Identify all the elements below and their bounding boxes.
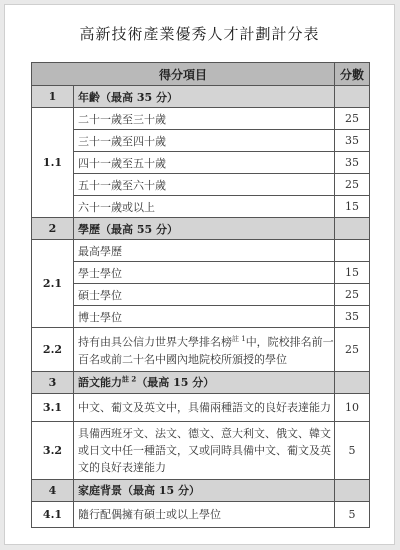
table-row — [32, 240, 370, 262]
header-item: 得分項目 — [32, 63, 335, 86]
section-row — [32, 371, 370, 393]
item-score: 35 — [335, 130, 370, 152]
table-row — [32, 130, 370, 152]
table-row — [32, 306, 370, 328]
item-score — [335, 240, 370, 262]
item-score: 25 — [335, 328, 370, 372]
item-text: 中文、葡文及英文中，具備兩種語文的良好表達能力 — [74, 393, 335, 421]
table-row — [32, 262, 370, 284]
item-text: 二十一歲至三十歲 — [74, 108, 335, 130]
item-text: 具備西班牙文、法文、德文、意大利文、俄文、韓文或日文中任一種語文，又或同時具備中文、葡文及英文的良好表達能力 — [74, 421, 335, 479]
item-score: 25 — [335, 108, 370, 130]
section-row — [32, 86, 370, 108]
table-row — [32, 284, 370, 306]
table-row — [32, 328, 370, 372]
section-number: 4 — [32, 479, 74, 501]
section-label-part: （最高 15 分） — [136, 376, 215, 390]
table-row — [32, 174, 370, 196]
sub-code: 3.2 — [32, 421, 74, 479]
item-text: 博士學位 — [74, 306, 335, 328]
table-row — [32, 421, 370, 479]
item-score: 15 — [335, 262, 370, 284]
item-text: 最高學歷 — [74, 240, 335, 262]
section-label: 學歷（最高 55 分） — [74, 218, 335, 240]
item-text: 碩士學位 — [74, 284, 335, 306]
table-header-row — [32, 63, 370, 86]
item-score: 10 — [335, 393, 370, 421]
item-score: 25 — [335, 174, 370, 196]
item-score: 35 — [335, 152, 370, 174]
sub-code: 2.1 — [32, 240, 74, 328]
item-text: 六十一歲或以上 — [74, 196, 335, 218]
table-row — [32, 108, 370, 130]
item-score: 35 — [335, 306, 370, 328]
item-score: 15 — [335, 196, 370, 218]
section-row — [32, 218, 370, 240]
section-number: 1 — [32, 86, 74, 108]
item-text: 三十一歲至四十歲 — [74, 130, 335, 152]
item-text-part: 中，院校排名前一百名或前二十名中國內地院校所頒授的學位 — [78, 335, 334, 366]
item-text — [74, 328, 335, 372]
header-score: 分數 — [335, 63, 370, 86]
item-score: 5 — [335, 421, 370, 479]
section-row — [32, 479, 370, 501]
sub-code: 4.1 — [32, 501, 74, 527]
item-text: 四十一歲至五十歲 — [74, 152, 335, 174]
section-label-part: 語文能力 — [78, 376, 122, 390]
footnote-marker: 註 2 — [122, 374, 137, 384]
item-text: 隨行配偶擁有碩士或以上學位 — [74, 501, 335, 527]
section-number: 3 — [32, 371, 74, 393]
section-label: 年齡（最高 35 分） — [74, 86, 335, 108]
score-table — [31, 62, 370, 528]
item-score: 25 — [335, 284, 370, 306]
section-label: 家庭背景（最高 15 分） — [74, 479, 335, 501]
table-row — [32, 152, 370, 174]
document-page — [4, 4, 395, 545]
section-label — [74, 371, 335, 393]
sub-code: 3.1 — [32, 393, 74, 421]
section-number: 2 — [32, 218, 74, 240]
table-row — [32, 196, 370, 218]
item-score: 5 — [335, 501, 370, 527]
document-title: 高新技術產業優秀人才計劃計分表 — [79, 25, 320, 43]
sub-code: 1.1 — [32, 108, 74, 218]
table-row — [32, 393, 370, 421]
item-text: 學士學位 — [74, 262, 335, 284]
table-row — [32, 501, 370, 527]
item-text: 五十一歲至六十歲 — [74, 174, 335, 196]
item-text-part: 持有由具公信力世界大學排名榜 — [78, 335, 232, 349]
sub-code: 2.2 — [32, 328, 74, 372]
footnote-marker: 註 1 — [232, 335, 246, 343]
